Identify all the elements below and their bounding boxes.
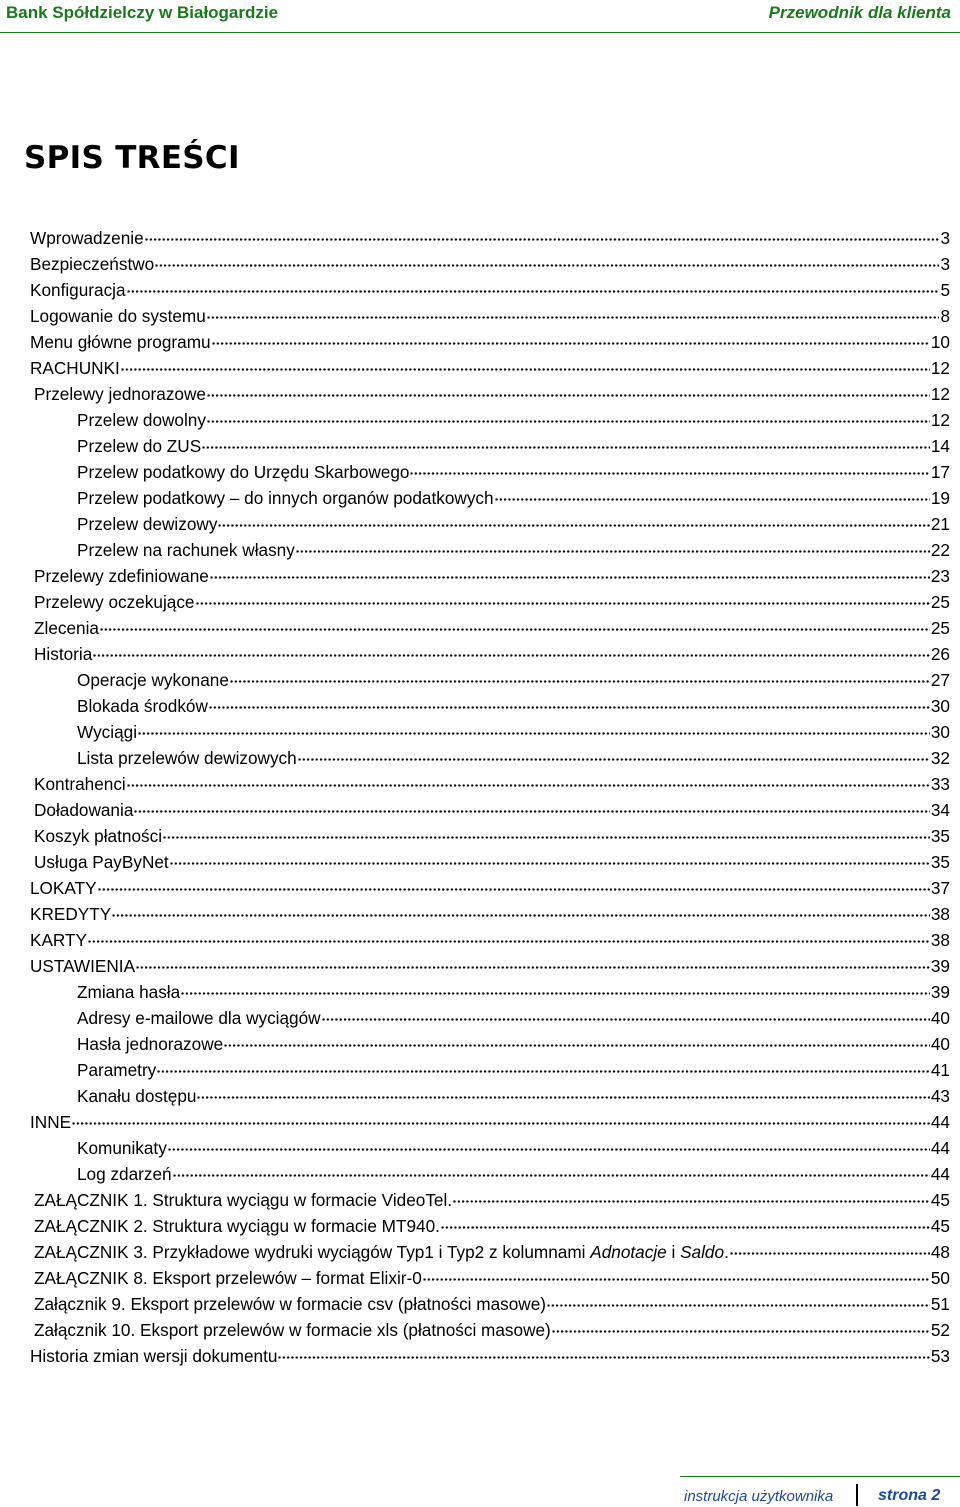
toc-entry-label: Historia — [34, 643, 93, 664]
toc-entry-label: Załącznik 9. Eksport przelewów w formacie csv (płatności masowe) — [34, 1293, 546, 1314]
toc-entry-page: 53 — [930, 1345, 950, 1366]
toc-entry-label: Wprowadzenie — [30, 227, 144, 248]
toc-entry-page: 37 — [930, 877, 950, 898]
toc-entry-label: Zmiana hasła — [77, 981, 181, 1002]
toc-entry[interactable] — [34, 640, 950, 664]
toc-entry-page: 38 — [930, 903, 950, 924]
toc-entry-label: Koszyk płatności — [34, 825, 163, 846]
toc-entry-page: 17 — [930, 461, 950, 482]
toc-entry[interactable] — [77, 744, 950, 768]
toc-entry-label: Przelew na rachunek własny — [77, 539, 295, 560]
dot-leader — [127, 770, 930, 790]
toc-entry-label: Zlecenia — [34, 617, 99, 638]
dot-leader — [93, 640, 930, 660]
toc-entry-page: 12 — [930, 409, 950, 430]
dot-leader — [224, 1030, 930, 1050]
dot-leader — [278, 1342, 929, 1362]
toc-entry-label: Przelewy oczekujące — [34, 591, 195, 612]
toc-entry-page: 23 — [930, 565, 950, 586]
toc-entry-page: 34 — [930, 799, 950, 820]
toc-entry-label: RACHUNKI — [30, 357, 120, 378]
toc-entry-label-part: . — [724, 1241, 729, 1262]
toc-entry[interactable] — [34, 822, 950, 846]
toc-entry-page: 38 — [930, 929, 950, 950]
toc-entry-label: KREDYTY — [30, 903, 112, 924]
toc-entry-page: 14 — [930, 435, 950, 456]
dot-leader — [163, 822, 930, 842]
footer-page-number: strona 2 — [878, 1487, 941, 1504]
guide-title: Przewodnik dla klienta — [768, 3, 951, 22]
toc-entry[interactable] — [34, 1212, 950, 1236]
toc-entry-page: 22 — [930, 539, 950, 560]
dot-leader — [136, 952, 930, 972]
toc-entry-page: 33 — [930, 773, 950, 794]
toc-entry-page: 26 — [930, 643, 950, 664]
toc-entry-label-part: i — [666, 1241, 681, 1262]
toc-entry[interactable] — [77, 406, 950, 430]
toc-entry[interactable] — [30, 354, 950, 378]
toc-entry-label: Załącznik 10. Eksport przelewów w formacie xls (płatności masowe) — [34, 1319, 551, 1340]
toc-entry-label: ZAŁĄCZNIK 1. Struktura wyciągu w formacie VideoTel. — [34, 1189, 453, 1210]
dot-leader — [145, 224, 940, 244]
toc-entry[interactable] — [34, 1316, 950, 1340]
dot-leader — [134, 796, 930, 816]
toc-entry[interactable] — [34, 614, 950, 638]
page-footer — [0, 1474, 960, 1507]
toc-entry[interactable] — [30, 900, 950, 924]
toc-entry-page: 44 — [930, 1163, 950, 1184]
toc-entry-page: 40 — [930, 1007, 950, 1028]
toc-entry-label: Menu główne programu — [30, 331, 211, 352]
toc-entry-label: Kontrahenci — [34, 773, 126, 794]
toc-entry-label: Przelew dowolny — [77, 409, 206, 430]
toc-entry-label: Kanału dostępu — [77, 1085, 197, 1106]
dot-leader — [157, 1056, 930, 1076]
toc-entry-page: 30 — [930, 721, 950, 742]
toc-entry-page: 12 — [930, 383, 950, 404]
dot-leader — [155, 250, 939, 270]
toc-entry[interactable] — [34, 770, 950, 794]
bank-name: Bank Spółdzielczy w Białogardzie — [6, 3, 279, 22]
dot-leader — [453, 1186, 930, 1206]
toc-entry-label: LOKATY — [30, 877, 97, 898]
toc-entry-page: 45 — [930, 1215, 950, 1236]
toc-entry-page: 41 — [930, 1059, 950, 1080]
toc-entry[interactable] — [34, 1290, 950, 1314]
dot-leader — [181, 978, 930, 998]
toc-entry-page: 43 — [930, 1085, 950, 1106]
toc-entry-label: Hasła jednorazowe — [77, 1033, 224, 1054]
footer-rule — [680, 1476, 960, 1477]
dot-leader — [209, 692, 930, 712]
dot-leader — [202, 432, 930, 452]
toc-entry-page: 39 — [930, 955, 950, 976]
dot-leader — [230, 666, 930, 686]
toc-entry-label: Logowanie do systemu — [30, 305, 206, 326]
toc-entry[interactable] — [77, 1082, 950, 1106]
dot-leader — [98, 874, 930, 894]
toc-entry-label: Doładowania — [34, 799, 134, 820]
toc-entry[interactable] — [34, 562, 950, 586]
toc-entry-page: 10 — [930, 331, 950, 352]
dot-leader — [212, 328, 930, 348]
toc-entry-label: Bezpieczeństwo — [30, 253, 155, 274]
toc-entry[interactable] — [30, 328, 950, 352]
dot-leader — [207, 302, 940, 322]
dot-leader — [423, 1264, 930, 1284]
toc-entry[interactable] — [77, 1134, 950, 1158]
toc-entry-page: 35 — [930, 851, 950, 872]
toc-entry-page: 25 — [930, 617, 950, 638]
toc-entry[interactable] — [77, 432, 950, 456]
dot-leader — [552, 1316, 930, 1336]
dot-leader — [173, 1160, 930, 1180]
toc-entry-label: USTAWIENIA — [30, 955, 136, 976]
toc-entry-page: 32 — [930, 747, 950, 768]
toc-entry[interactable] — [30, 276, 950, 300]
dot-leader — [547, 1290, 930, 1310]
dot-leader — [207, 380, 930, 400]
toc-entry-label-part: ZAŁĄCZNIK 3. Przykładowe wydruki wyciągów Typ1 i Typ2 z kolumnami — [34, 1241, 591, 1262]
toc-entry-label-part: Adnotacje — [590, 1241, 667, 1262]
toc-entry-label: Przelewy jednorazowe — [34, 383, 206, 404]
toc-entry-page: 30 — [930, 695, 950, 716]
dot-leader — [298, 744, 930, 764]
dot-leader — [495, 484, 930, 504]
toc-entry[interactable] — [77, 718, 950, 742]
toc-entry-page: 52 — [930, 1319, 950, 1340]
footer-label: instrukcja użytkownika — [684, 1488, 834, 1505]
dot-leader — [730, 1238, 930, 1258]
dot-leader — [196, 588, 930, 608]
toc-entry[interactable] — [34, 380, 950, 404]
toc-entry[interactable] — [77, 484, 950, 508]
toc-entry-page: 3 — [940, 227, 950, 248]
toc-entry[interactable] — [77, 1004, 950, 1028]
toc-entry-label: Blokada środków — [77, 695, 208, 716]
toc-entry-label: ZAŁĄCZNIK 2. Struktura wyciągu w formacie MT940. — [34, 1215, 440, 1236]
toc-entry[interactable] — [34, 1264, 950, 1288]
toc-entry-page: 27 — [930, 669, 950, 690]
toc-entry[interactable] — [77, 458, 950, 482]
toc-entry-label: INNE — [30, 1111, 72, 1132]
toc-entry[interactable] — [77, 1056, 950, 1080]
toc-entry-label: Log zdarzeń — [77, 1163, 172, 1184]
toc-entry[interactable] — [30, 250, 950, 274]
toc-entry-page: 51 — [930, 1293, 950, 1314]
toc-entry-label: Operacje wykonane — [77, 669, 229, 690]
dot-leader — [170, 848, 930, 868]
toc-entry[interactable] — [30, 1108, 950, 1132]
dot-leader — [168, 1134, 930, 1154]
toc-entry-page: 19 — [930, 487, 950, 508]
dot-leader — [441, 1212, 930, 1232]
toc-entry-label: Przelew do ZUS — [77, 435, 202, 456]
toc-title: SPIS TREŚCI — [24, 140, 240, 176]
toc-entry-page: 44 — [930, 1111, 950, 1132]
toc-entry-page: 35 — [930, 825, 950, 846]
toc-entry[interactable] — [30, 302, 950, 326]
toc-entry[interactable] — [77, 510, 950, 534]
toc-entry-page: 3 — [940, 253, 950, 274]
dot-leader — [322, 1004, 930, 1024]
toc-entry-label: Wyciągi — [77, 721, 138, 742]
toc-entry-label: ZAŁĄCZNIK 8. Eksport przelewów – format Elixir-0 — [34, 1267, 422, 1288]
toc-entry-page: 8 — [940, 305, 950, 326]
dot-leader — [100, 614, 930, 634]
toc-entry[interactable] — [30, 1342, 950, 1366]
toc-entry-page: 40 — [930, 1033, 950, 1054]
toc-entry-label: Parametry — [77, 1059, 157, 1080]
toc-entry[interactable] — [77, 666, 950, 690]
dot-leader — [88, 926, 930, 946]
footer-separator — [856, 1484, 858, 1506]
dot-leader — [197, 1082, 929, 1102]
toc-entry-label: Komunikaty — [77, 1137, 167, 1158]
dot-leader — [410, 458, 929, 478]
toc-entry-label: KARTY — [30, 929, 87, 950]
dot-leader — [121, 354, 930, 374]
toc-entry[interactable] — [77, 978, 950, 1002]
toc-entry[interactable] — [30, 224, 950, 248]
toc-entry-page: 39 — [930, 981, 950, 1002]
toc-entry-page: 45 — [930, 1189, 950, 1210]
toc-entry[interactable] — [34, 796, 950, 820]
toc-entry-page: 44 — [930, 1137, 950, 1158]
toc-entry-page: 25 — [930, 591, 950, 612]
toc-entry[interactable] — [34, 1238, 950, 1262]
toc-entry-page: 5 — [940, 279, 950, 300]
dot-leader — [218, 510, 929, 530]
dot-leader — [296, 536, 930, 556]
toc-entry-page: 50 — [930, 1267, 950, 1288]
toc-entry-label-part: Saldo — [680, 1241, 725, 1262]
dot-leader — [72, 1108, 930, 1128]
toc-entry-label: Przelew podatkowy do Urzędu Skarbowego — [77, 461, 410, 482]
toc-entry-label: Przelewy zdefiniowane — [34, 565, 209, 586]
toc-entry[interactable] — [30, 874, 950, 898]
dot-leader — [127, 276, 940, 296]
toc-entry[interactable] — [77, 1030, 950, 1054]
dot-leader — [207, 406, 930, 426]
dot-leader — [138, 718, 930, 738]
toc-entry-label: Przelew dewizowy — [77, 513, 218, 534]
toc-entry[interactable] — [34, 588, 950, 612]
toc-entry-label: Przelew podatkowy – do innych organów podatkowych — [77, 487, 494, 508]
toc-entry[interactable] — [34, 1186, 950, 1210]
toc-entry[interactable] — [77, 536, 950, 560]
dot-leader — [210, 562, 930, 582]
toc-entry-label — [34, 1242, 729, 1263]
toc-entry-page: 21 — [930, 513, 950, 534]
toc-entry[interactable] — [30, 952, 950, 976]
toc-entry-label: Konfiguracja — [30, 279, 126, 300]
toc-entry[interactable] — [77, 1160, 950, 1184]
toc-entry[interactable] — [34, 848, 950, 872]
toc-entry-page: 48 — [930, 1241, 950, 1262]
toc-entry-page: 12 — [930, 357, 950, 378]
toc-entry-label: Historia zmian wersji dokumentu — [30, 1345, 278, 1366]
toc-entry-label: Adresy e-mailowe dla wyciągów — [77, 1007, 321, 1028]
page-header — [0, 0, 960, 33]
dot-leader — [112, 900, 930, 920]
toc-entry-label: Usługa PayByNet — [34, 851, 169, 872]
toc-entry-label: Lista przelewów dewizowych — [77, 747, 297, 768]
toc-entry[interactable] — [30, 926, 950, 950]
toc-entry[interactable] — [77, 692, 950, 716]
